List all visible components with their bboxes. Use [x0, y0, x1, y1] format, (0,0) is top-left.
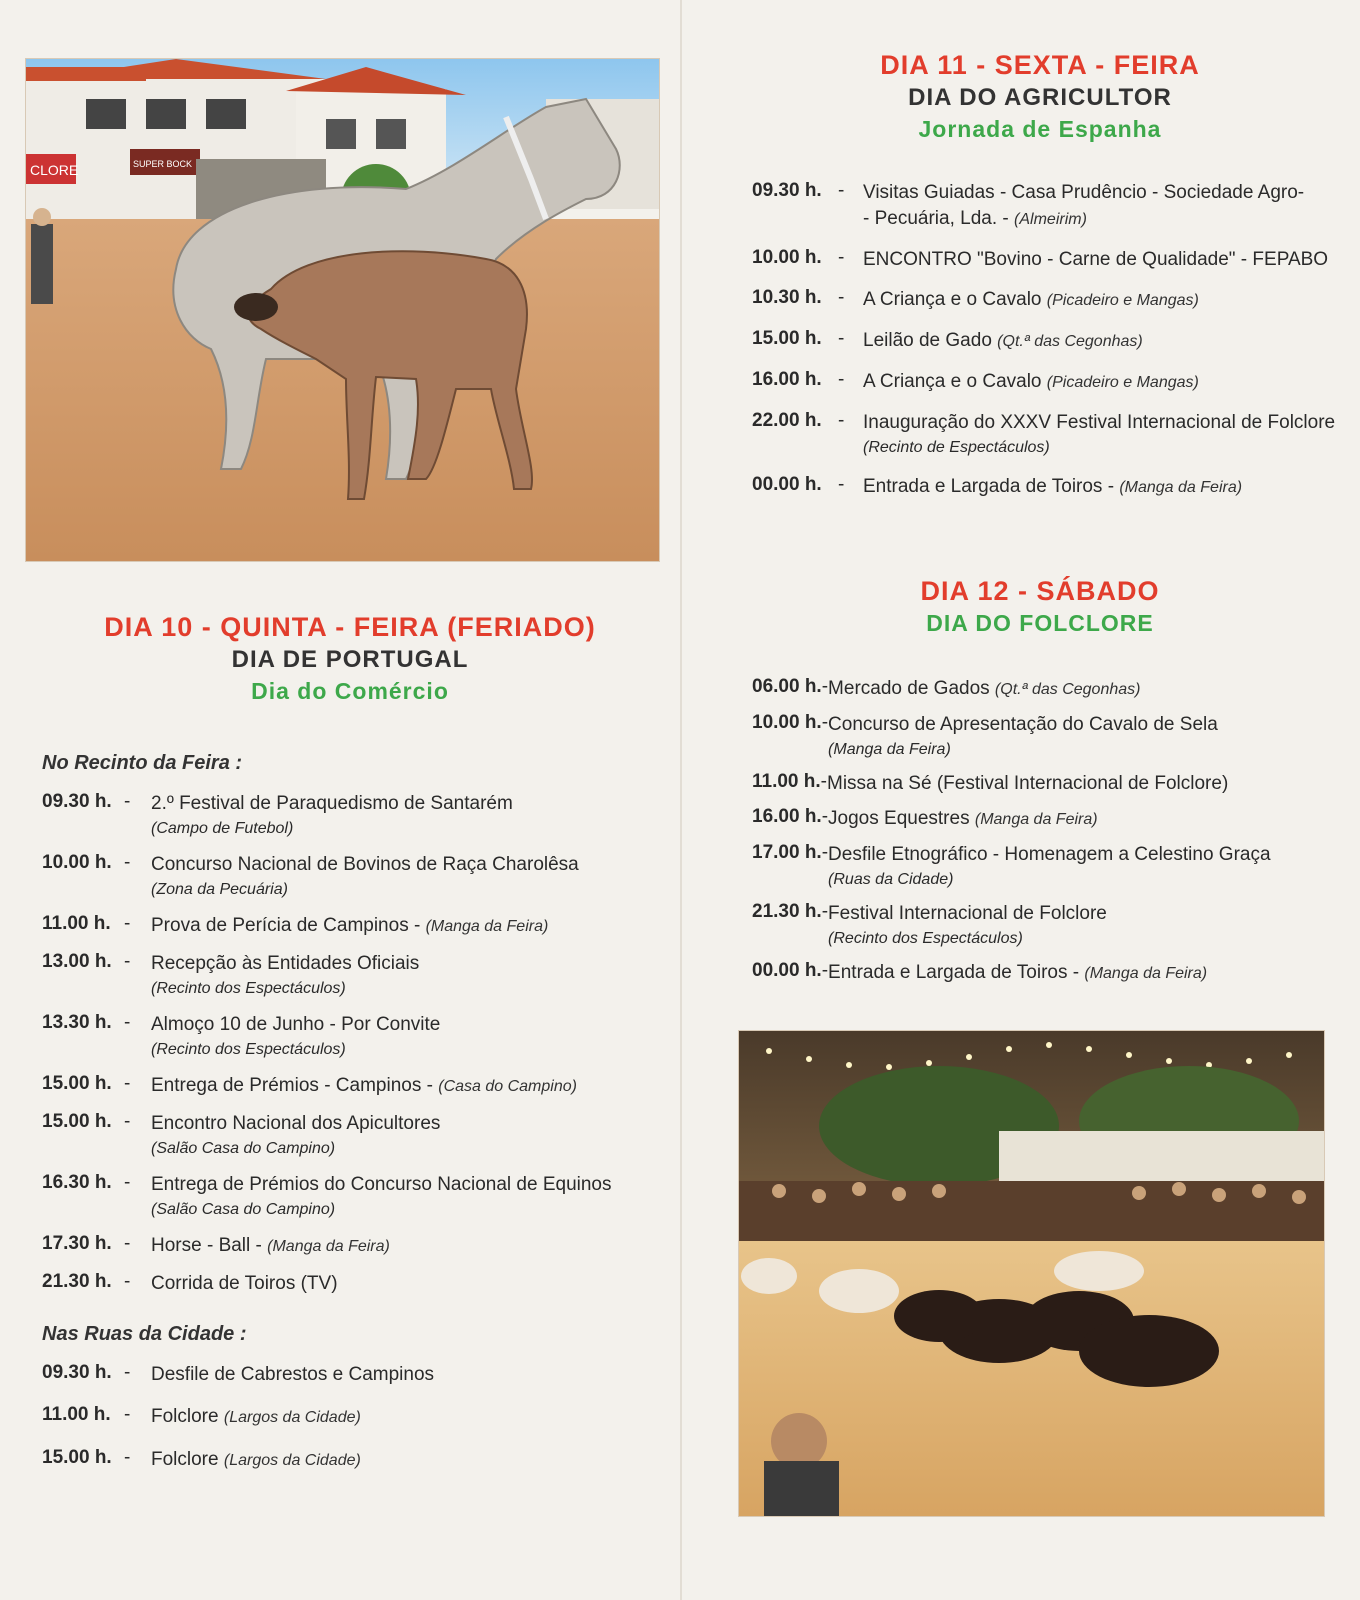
event-location: (Manga da Feira): [828, 741, 951, 758]
schedule-row: [42, 852, 662, 902]
page-fold: [680, 0, 682, 1600]
separator-dash: -: [124, 1012, 131, 1033]
schedule-row: [42, 1012, 662, 1062]
event-time: 15.00 h.: [42, 1447, 112, 1468]
event-time: 21.30 h.: [752, 901, 822, 922]
event-body: [151, 1362, 434, 1388]
event-body: [863, 369, 1199, 396]
event-location: (Manga da Feira): [425, 918, 549, 935]
event-time: 09.30 h.: [42, 791, 112, 812]
separator-dash: -: [124, 852, 131, 873]
event-text: A Criança e o Cavalo: [863, 289, 1042, 310]
day11-title: DIA 11 - SEXTA - FEIRA: [880, 50, 1200, 80]
schedule-row: [42, 1172, 662, 1222]
schedule-row: [42, 1073, 662, 1100]
event-text: Almoço 10 de Junho - Por Convite: [151, 1014, 441, 1035]
separator-dash: -: [124, 791, 131, 812]
day11-schedule: [752, 180, 1352, 515]
photo-sign-text: SUPER BOCK: [133, 159, 193, 169]
event-location: (Salão Casa do Campino): [151, 1140, 336, 1157]
event-text: Prova de Perícia de Campinos -: [151, 915, 421, 936]
event-time: 10.00 h.: [752, 247, 822, 268]
separator-dash: -: [124, 913, 131, 934]
event-body: [151, 1447, 361, 1474]
event-location: (Picadeiro e Mangas): [1046, 374, 1199, 391]
event-body: [151, 951, 419, 1001]
event-location: (Almeirim): [1014, 211, 1087, 228]
event-text: Desfile de Cabrestos e Campinos: [151, 1364, 435, 1385]
event-body: [863, 410, 1335, 460]
schedule-row: [42, 951, 662, 1001]
event-body: [827, 771, 1228, 797]
event-time: 15.00 h.: [42, 1111, 112, 1132]
event-body: [863, 328, 1143, 355]
event-location: (Recinto de Espectáculos): [863, 439, 1050, 456]
event-text: Folclore: [151, 1406, 219, 1427]
separator-dash: -: [821, 901, 829, 922]
event-time: 00.00 h.: [752, 960, 822, 981]
schedule-row: [752, 960, 1352, 987]
event-body: [828, 842, 1270, 892]
separator-dash: -: [838, 328, 845, 349]
schedule-row: [42, 1447, 662, 1474]
schedule-row: [752, 712, 1352, 762]
event-time: 13.00 h.: [42, 951, 112, 972]
schedule-row: [752, 771, 1352, 797]
separator-dash: -: [838, 410, 845, 431]
schedule-row: [752, 676, 1352, 703]
event-text: Festival Internacional de Folclore: [828, 903, 1107, 924]
event-location: (Manga da Feira): [974, 811, 1098, 828]
schedule-row: [42, 1233, 662, 1260]
event-text: 2.º Festival de Paraquedismo de Santarém: [151, 793, 513, 814]
day10-header: [40, 610, 660, 706]
event-time: 16.30 h.: [42, 1172, 112, 1193]
event-body: [151, 1111, 440, 1161]
separator-dash: -: [821, 676, 829, 697]
event-body: [151, 1271, 338, 1297]
separator-dash: -: [124, 951, 131, 972]
event-body: [863, 287, 1199, 314]
event-time: 10.00 h.: [752, 712, 822, 733]
event-time: 15.00 h.: [752, 328, 822, 349]
event-time: 00.00 h.: [752, 474, 822, 495]
schedule-row: [42, 1404, 662, 1431]
day12-subtitle: DIA DO FOLCLORE: [926, 610, 1154, 636]
event-location: (Manga da Feira): [1084, 965, 1208, 982]
event-body: [828, 901, 1107, 951]
event-body: [151, 1073, 577, 1100]
schedule-row: [752, 901, 1352, 951]
separator-dash: -: [838, 369, 845, 390]
event-time: 09.30 h.: [752, 180, 822, 201]
separator-dash: -: [821, 960, 829, 981]
event-text: Encontro Nacional dos Apicultores: [151, 1113, 441, 1134]
event-location: (Manga da Feira): [267, 1238, 390, 1255]
schedule-row: [42, 791, 662, 841]
event-body: [828, 712, 1218, 762]
event-body: [151, 1233, 390, 1260]
event-text: ENCONTRO "Bovino - Carne de Qualidade" - FEPABO: [863, 249, 1329, 270]
separator-dash: -: [124, 1362, 131, 1383]
event-text: Inauguração do XXXV Festival Internacional de Folclore: [863, 412, 1336, 433]
separator-dash: -: [821, 842, 829, 863]
event-location: (Recinto dos Espectáculos): [151, 1041, 346, 1058]
day10-theme: Dia do Comércio: [251, 678, 449, 704]
schedule-row: [42, 1362, 662, 1388]
day11-subtitle: DIA DO AGRICULTOR: [908, 84, 1172, 111]
separator-dash: -: [124, 1271, 131, 1292]
event-time: 09.30 h.: [42, 1362, 112, 1383]
event-time: 11.00 h.: [752, 771, 821, 792]
event-time: 11.00 h.: [42, 913, 111, 934]
event-body: [151, 913, 548, 940]
event-location: (Manga da Feira): [1119, 479, 1243, 496]
event-text: Mercado de Gados: [828, 678, 990, 699]
event-location: (Qt.ª das Cegonhas): [994, 681, 1141, 698]
event-body: [828, 806, 1098, 833]
event-body: [863, 180, 1304, 233]
schedule-row: [752, 247, 1352, 273]
schedule-row: [752, 287, 1352, 314]
schedule-row: [752, 806, 1352, 833]
separator-dash: -: [124, 1172, 131, 1193]
event-body: [151, 1172, 612, 1222]
recinto-events: [42, 791, 662, 1297]
separator-dash: -: [838, 287, 845, 308]
day12-events: [752, 676, 1352, 987]
event-time: 15.00 h.: [42, 1073, 112, 1094]
event-location: (Recinto dos Espectáculos): [828, 930, 1023, 947]
event-time: 13.30 h.: [42, 1012, 112, 1033]
event-text: Leilão de Gado: [863, 330, 992, 351]
schedule-row: [42, 1111, 662, 1161]
separator-dash: -: [124, 1111, 131, 1132]
event-body: [151, 1404, 361, 1431]
schedule-row: [752, 328, 1352, 355]
section-recinto: No Recinto da Feira :: [42, 752, 243, 774]
separator-dash: -: [820, 771, 827, 792]
event-text: Desfile Etnográfico - Homenagem a Celestino Graça: [828, 844, 1271, 865]
event-text: Entrada e Largada de Toiros -: [828, 962, 1080, 983]
event-text: A Criança e o Cavalo: [863, 371, 1042, 392]
day10-subtitle: DIA DE PORTUGAL: [231, 646, 469, 673]
day12-header: [740, 574, 1340, 638]
schedule-row: [752, 180, 1352, 233]
event-time: 17.30 h.: [42, 1233, 112, 1254]
event-time: 21.30 h.: [42, 1271, 112, 1292]
event-time: 10.30 h.: [752, 287, 822, 308]
separator-dash: -: [838, 180, 845, 201]
day11-theme: Jornada de Espanha: [918, 116, 1162, 142]
event-time: 17.00 h.: [752, 842, 822, 863]
event-body: [863, 247, 1328, 273]
schedule-row: [752, 842, 1352, 892]
event-text: Horse - Ball -: [151, 1235, 262, 1256]
event-time: 16.00 h.: [752, 369, 822, 390]
event-text: Folclore: [151, 1449, 219, 1470]
schedule-row: [42, 1271, 662, 1297]
day10-title: DIA 10 - QUINTA - FEIRA (FERIADO): [104, 612, 596, 642]
event-text: Concurso Nacional de Bovinos de Raça Charolêsa: [151, 854, 579, 875]
event-body: [828, 676, 1140, 703]
separator-dash: -: [838, 474, 845, 495]
event-body: [151, 852, 579, 902]
day12-schedule: [752, 676, 1352, 996]
separator-dash: -: [821, 712, 829, 733]
separator-dash: -: [124, 1073, 131, 1094]
event-time: 06.00 h.: [752, 676, 822, 697]
horse-photo: [25, 58, 660, 562]
schedule-row: [752, 410, 1352, 460]
separator-dash: -: [838, 247, 845, 268]
photo-wall-text: CLORE: [30, 162, 79, 178]
event-time: 11.00 h.: [42, 1404, 111, 1425]
event-location: (Largos da Cidade): [223, 1409, 361, 1426]
day11-header: [740, 48, 1340, 144]
separator-dash: -: [124, 1447, 131, 1468]
event-location: (Picadeiro e Mangas): [1046, 292, 1199, 309]
event-location: (Salão Casa do Campino): [151, 1201, 336, 1218]
event-text: Corrida de Toiros (TV): [151, 1273, 338, 1294]
bulls-photo: [738, 1030, 1325, 1517]
event-text: Entrega de Prémios do Concurso Nacional de Equinos: [151, 1174, 612, 1195]
schedule-row: [42, 913, 662, 940]
event-text: Concurso de Apresentação do Cavalo de Sela: [828, 714, 1218, 735]
event-body: [151, 791, 513, 841]
separator-dash: -: [821, 806, 829, 827]
event-location: (Ruas da Cidade): [828, 871, 954, 888]
ruas-events: [42, 1362, 662, 1474]
event-text: Missa na Sé (Festival Internacional de Folclore): [827, 773, 1229, 794]
event-body: [151, 1012, 440, 1062]
event-location: (Casa do Campino): [438, 1078, 577, 1095]
event-location: (Recinto dos Espectáculos): [151, 980, 346, 997]
event-text: Jogos Equestres: [828, 808, 970, 829]
event-text: Recepção às Entidades Oficiais: [151, 953, 420, 974]
bulls-illustration: [739, 1031, 1324, 1516]
schedule-row: [752, 474, 1352, 501]
event-time: 22.00 h.: [752, 410, 822, 431]
event-time: 10.00 h.: [42, 852, 112, 873]
day11-events: [752, 180, 1352, 501]
horse-illustration: [26, 59, 659, 561]
schedule-row: [752, 369, 1352, 396]
event-time: 16.00 h.: [752, 806, 822, 827]
event-text: Entrada e Largada de Toiros -: [863, 476, 1115, 497]
separator-dash: -: [124, 1233, 131, 1254]
event-location: (Largos da Cidade): [223, 1452, 361, 1469]
day12-title: DIA 12 - SÁBADO: [920, 576, 1160, 606]
event-text-cont: - Pecuária, Lda. -: [863, 208, 1009, 229]
section-ruas: Nas Ruas da Cidade :: [42, 1323, 247, 1345]
event-text: Entrega de Prémios - Campinos -: [151, 1075, 433, 1096]
event-text: Visitas Guiadas - Casa Prudêncio - Sociedade Agro-: [863, 182, 1305, 203]
event-body: [863, 474, 1242, 501]
event-body: [828, 960, 1207, 987]
event-location: (Zona da Pecuária): [151, 881, 288, 898]
event-location: (Qt.ª das Cegonhas): [997, 333, 1143, 350]
day10-schedule: [42, 752, 662, 1490]
event-location: (Campo de Futebol): [151, 820, 294, 837]
separator-dash: -: [124, 1404, 131, 1425]
